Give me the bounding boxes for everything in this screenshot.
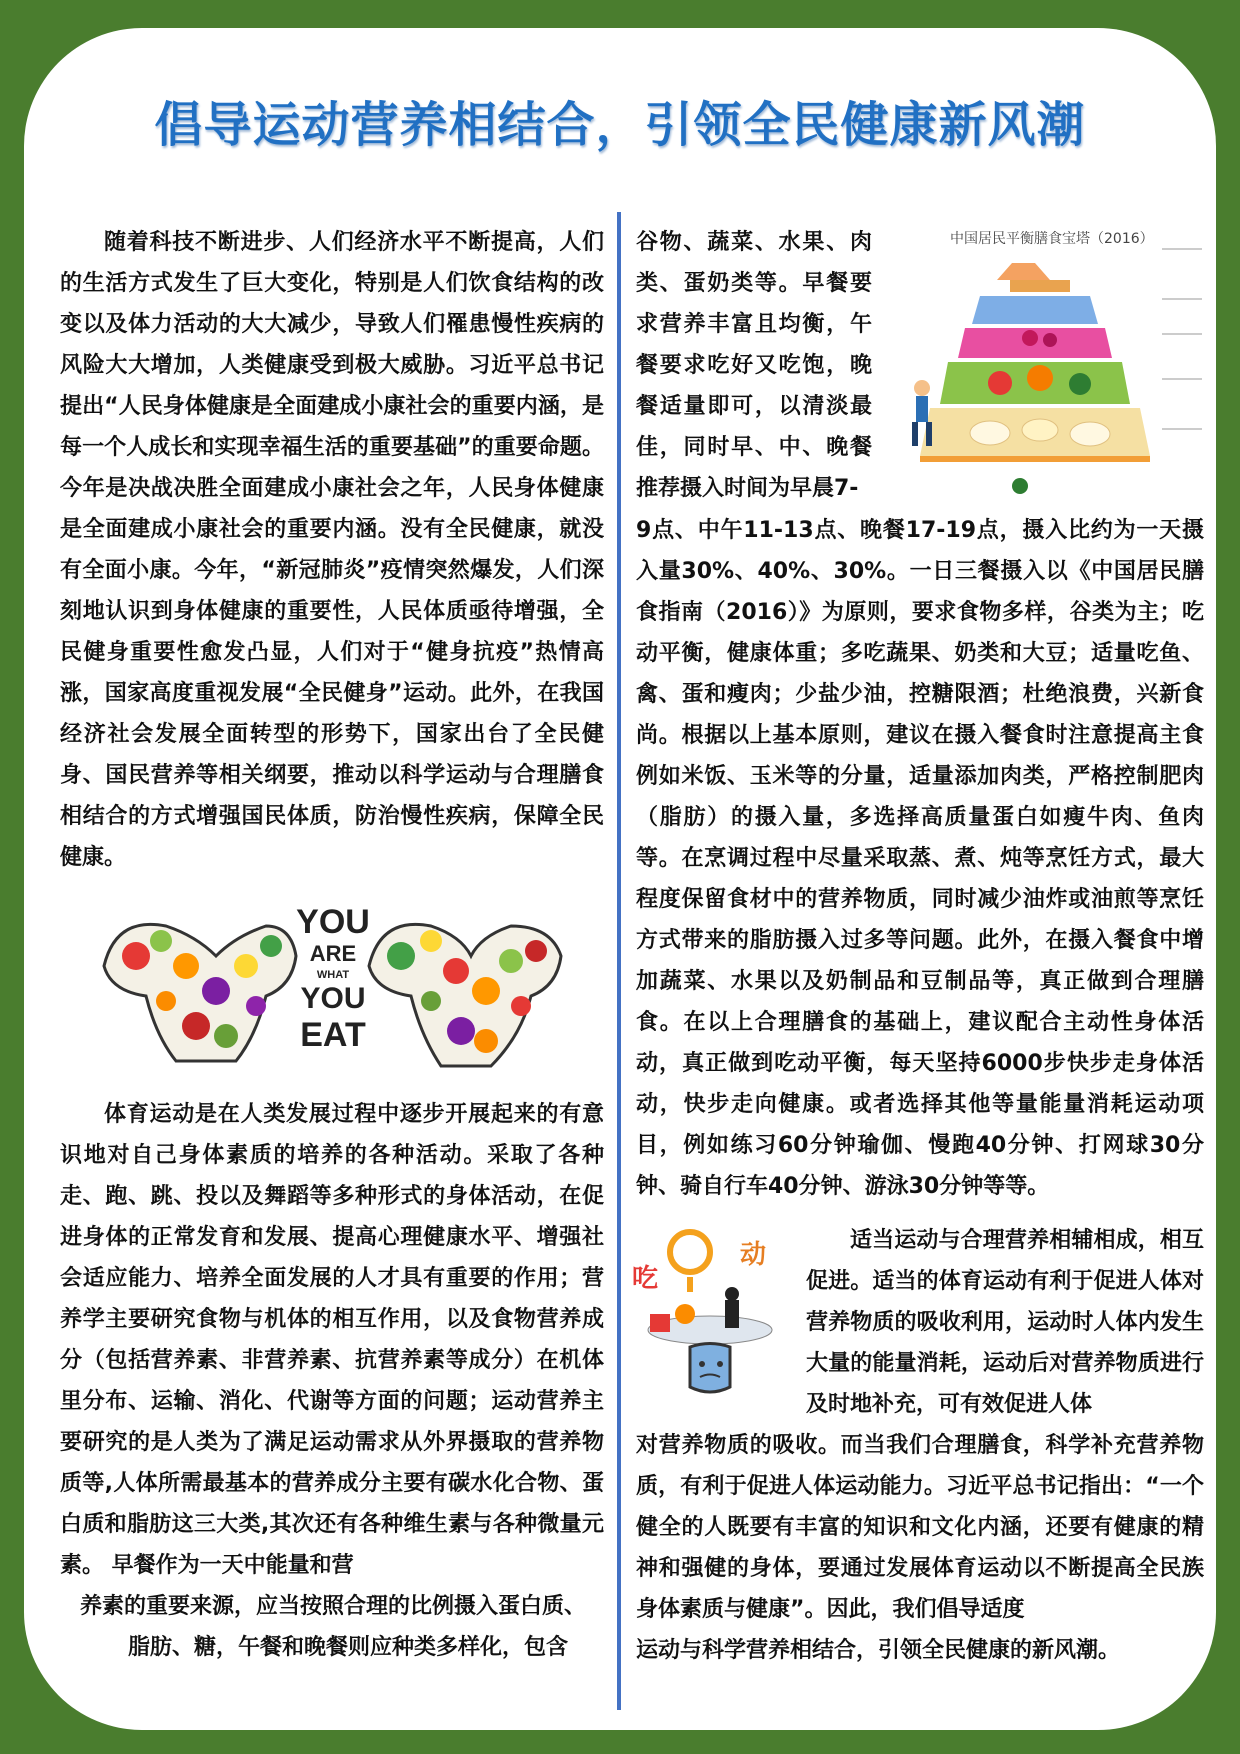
sports-paragraph-line2: 养素的重要来源，应当按照合理的比例摄入蛋白质、 xyxy=(80,1594,587,1619)
eat-char: 吃 xyxy=(632,1264,659,1294)
right-column-narrow xyxy=(636,222,872,509)
slogan-are: ARE xyxy=(309,941,357,966)
slogan-you-2: YOU xyxy=(300,982,366,1015)
conclusion-paragraph: 对营养物质的吸收。而当我们合理膳食，科学补充营养物质，有利于促进人体运动能力。习近平总书记指出：“一个健全的人既要有丰富的知识和文化内涵，还要有健康的精神和强健的身体，要通过发展体育运动以不断提高全民族身体素质与健康”。因此，我们倡导适度 xyxy=(636,1433,1204,1622)
left-column-upper xyxy=(60,222,604,878)
conclusion-paragraph-start: 适当运动与合理营养相辅相成，相互促进。适当的体育运动有利于促进人体对营养物质的吸收利用，运动时人体内发生大量的能量消耗，运动后对营养物质进行及时地补充，可有效促进人体 xyxy=(806,1228,1204,1417)
right-column-wide xyxy=(636,510,1204,1207)
slogan-what: WHAT xyxy=(316,969,350,981)
right-column-beside-figure xyxy=(806,1220,1204,1425)
meal-paragraph-start: 谷物、蔬菜、水果、肉类、蛋奶类等。早餐要求营养丰富且均衡，午餐要求吃好又吃饱，晚餐适量即可，以清淡最佳，同时早、中、晚餐推荐摄入时间为早晨7- xyxy=(636,230,872,501)
left-column-lower xyxy=(60,1094,604,1668)
right-column-bottom xyxy=(636,1425,1204,1671)
move-char: 动 xyxy=(740,1240,767,1270)
column-divider xyxy=(617,212,621,1710)
page-title: 倡导运动营养相结合，引领全民健康新风潮 xyxy=(154,97,1086,153)
sports-paragraph-line3: 脂肪、糖，午餐和晚餐则应种类多样化，包含 xyxy=(128,1635,569,1660)
food-pagoda-figure xyxy=(900,218,1204,508)
meal-paragraph-continued: 9点、中午11-13点、晚餐17-19点，摄入比约为一天摄入量30%、40%、30%。一日三餐摄入以《中国居民膳食指南（2016）》为原则，要求食物多样，谷类为主；吃动平衡，健康体重；多吃蔬果、奶类和大豆；适量吃鱼、禽、蛋和瘦肉；少盐少油，控糖限酒；杜绝浪费，兴新食尚。根据以上基本原则，建议在摄入餐食时注意提高主食例如米饭、玉米等的分量，适量添加肉类，严格控制肥肉（脂肪）的摄入量，多选择高质量蛋白如瘦牛肉、鱼肉等。在烹调过程中尽量采取蒸、煮、炖等烹饪方式，最大程度保留食材中的营养物质，同时减少油炸或油煎等烹饪方式带来的脂肪摄入过多等问题。此外，在摄入餐食中增加蔬菜、水果以及奶制品和豆制品等，真正做到合理膳食。在以上合理膳食的基础上，建议配合主动性身体活动，真正做到吃动平衡，每天坚持6000步快步走身体活动，快步走向健康。或者选择其他等量能量消耗运动项目，例如练习60分钟瑜伽、慢跑40分钟、打网球30分钟、骑自行车40分钟、游泳30分钟等等。 xyxy=(636,518,1204,1199)
eat-move-illustration xyxy=(630,1222,790,1412)
slogan-you: YOU xyxy=(296,903,370,941)
slogan-eat: EAT xyxy=(300,1016,366,1054)
slogan-text xyxy=(293,904,373,1054)
conclusion-paragraph-last: 运动与科学营养相结合，引领全民健康的新风潮。 xyxy=(636,1638,1121,1663)
sports-paragraph: 体育运动是在人类发展过程中逐步开展起来的有意识地对自己身体素质的培养的各种活动。采取了各种走、跑、跳、投以及舞蹈等多种形式的身体活动，在促进身体的正常发育和发展、提高心理健康水平、增强社会适应能力、培养全面发展的人才具有重要的作用；营养学主要研究食物与机体的相互作用，以及食物营养成分（包括营养素、非营养素、抗营养素等成分）在机体里分布、运输、消化、代谢等方面的问题；运动营养主要研究的是人类为了满足运动需求从外界摄取的营养物质等,人体所需最基本的营养成分主要有碳水化合物、蛋白质和脂肪这三大类,其次还有各种维生素与各种微量元素。 早餐作为一天中能量和营 xyxy=(60,1102,604,1578)
pagoda-caption: 中国居民平衡膳食宝塔（2016） xyxy=(950,231,1154,247)
pagoda-icon xyxy=(900,218,1204,508)
you-are-what-you-eat-illustration xyxy=(96,896,566,1076)
intro-paragraph: 随着科技不断进步、人们经济水平不断提高，人们的生活方式发生了巨大变化，特别是人们饮食结构的改变以及体力活动的大大减少，导致人们罹患慢性疾病的风险大大增加，人类健康受到极大威胁。习近平总书记提出“人民身体健康是全面建成小康社会的重要内涵，是每一个人成长和实现幸福生活的重要基础”的重要命题。今年是决战决胜全面建成小康社会之年，人民身体健康是全面建成小康社会的重要内涵。没有全民健康，就没有全面小康。今年，“新冠肺炎”疫情突然爆发，人们深刻地认识到身体健康的重要性，人民体质亟待增强，全民健身重要性愈发凸显，人们对于“健身抗疫”热情高涨，国家高度重视发展“全民健身”运动。此外，在我国经济社会发展全面转型的形势下，国家出台了全民健身、国民营养等相关纲要，推动以科学运动与合理膳食相结合的方式增强国民体质，防治慢性疾病，保障全民健康。 xyxy=(60,230,604,870)
